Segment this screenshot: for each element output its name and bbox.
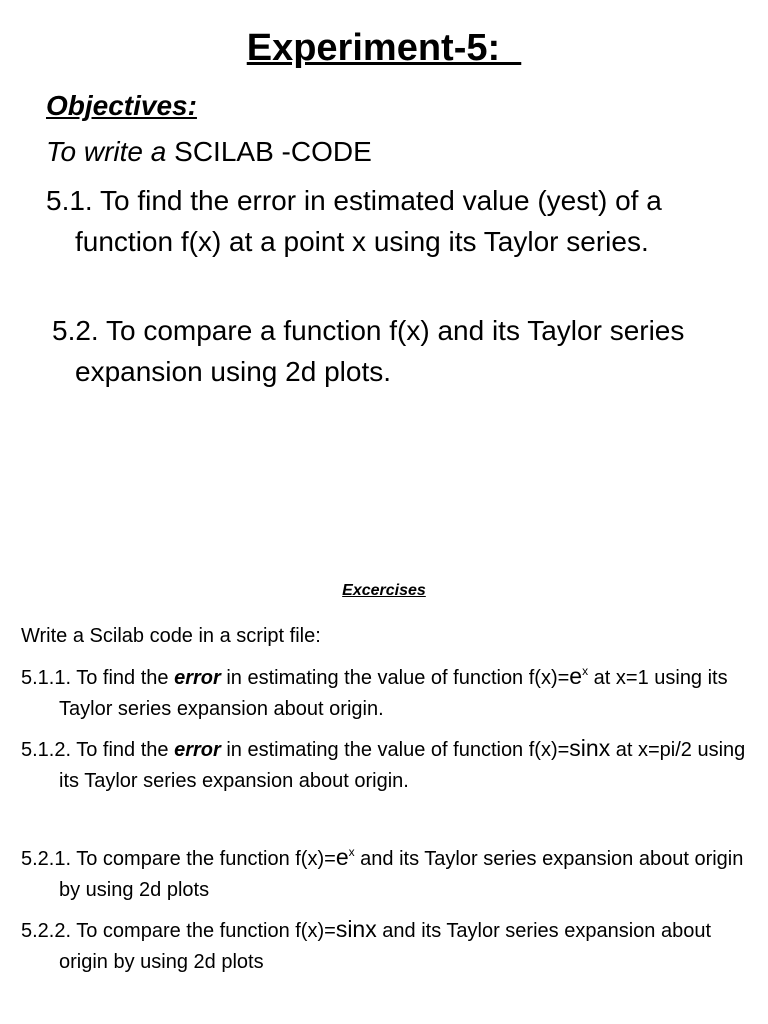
exercise-emphasis: error xyxy=(174,667,221,689)
objectives-intro-rest: SCILAB -CODE xyxy=(166,136,372,167)
exercise-text: 5.1.2. To find the xyxy=(21,739,175,761)
exercise-function: e xyxy=(335,844,349,870)
exercise-function: e xyxy=(569,663,583,689)
exercise-item-5-2-1 xyxy=(21,842,763,906)
page-title-text: Experiment-5: xyxy=(246,27,522,69)
exercise-exponent: x xyxy=(582,664,589,678)
exercise-exponent: x xyxy=(348,845,355,859)
exercises-intro: Write a Scilab code in a script file: xyxy=(21,625,321,647)
exercise-emphasis: error xyxy=(174,739,221,761)
objective-item-5-2: 5.2. To compare a function f(x) and its Taylor series expansion using 2d plots. xyxy=(52,315,685,387)
objectives-intro-lead: To write a xyxy=(46,136,167,167)
exercise-text: at x=1 using its Taylor series expansion about origin. xyxy=(59,667,728,720)
exercise-text: in estimating the value of function f(x)= xyxy=(220,667,570,689)
objectives-heading: Objectives: xyxy=(46,90,197,121)
exercise-item-5-1-1 xyxy=(21,661,763,725)
exercise-text: 5.1.1. To find the xyxy=(21,667,175,689)
objective-item-5-1: 5.1. To find the error in estimated value (yest) of a function f(x) at a point x using its Taylor series. xyxy=(46,185,662,257)
objectives-intro xyxy=(46,132,736,172)
page-title xyxy=(0,26,768,70)
exercise-function: sinx xyxy=(569,735,611,761)
exercise-text: in estimating the value of function f(x)= xyxy=(220,739,570,761)
exercise-function: sinx xyxy=(335,916,377,942)
exercise-text: and its Taylor series expansion about origin by using 2d plots xyxy=(59,920,711,973)
exercise-item-5-2-2 xyxy=(21,914,763,978)
exercises-heading: Excercises xyxy=(342,582,426,599)
exercise-text: 5.2.2. To compare the function f(x)= xyxy=(21,920,336,942)
exercise-text: at x=pi/2 using its Taylor series expansion about origin. xyxy=(59,739,746,792)
exercise-text: and its Taylor series expansion about origin by using 2d plots xyxy=(59,848,744,901)
exercise-text: 5.2.1. To compare the function f(x)= xyxy=(21,848,336,870)
exercise-item-5-1-2 xyxy=(21,733,763,797)
